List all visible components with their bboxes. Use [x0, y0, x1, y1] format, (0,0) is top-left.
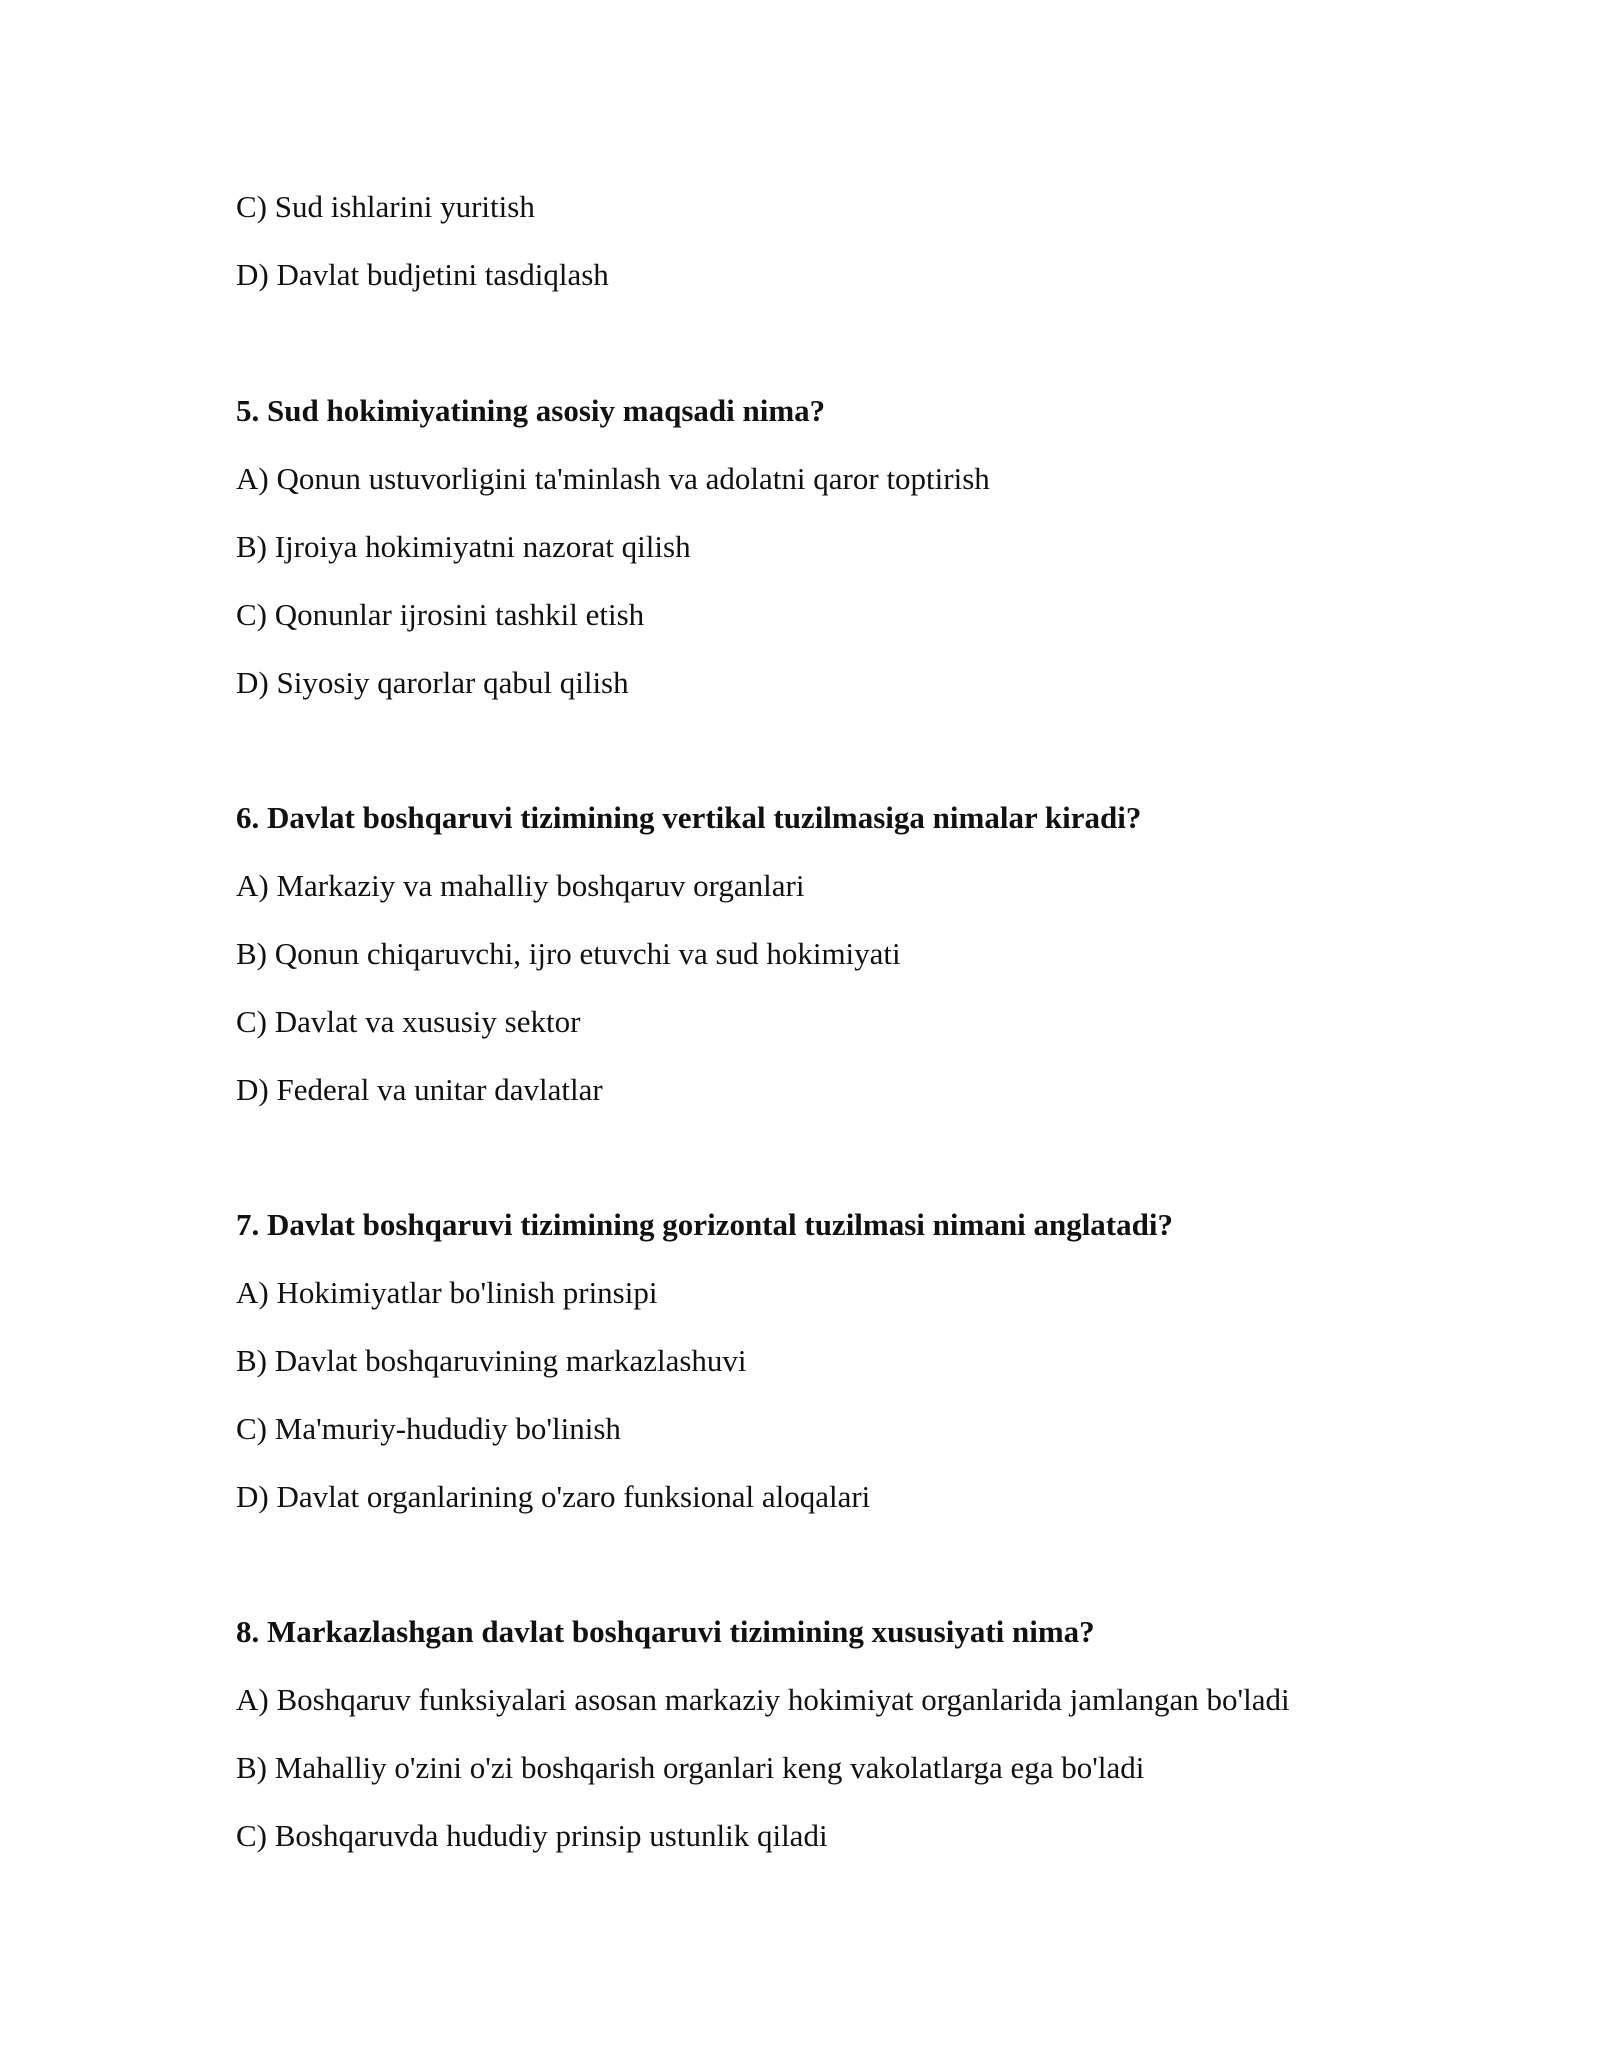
question-heading: 6. Davlat boshqaruvi tizimining vertikal tuzilmasiga nimalar kiradi? [236, 800, 1142, 835]
answer-option: A) Markaziy va mahalliy boshqaruv organlari [236, 868, 805, 903]
question-heading: 5. Sud hokimiyatining asosiy maqsadi nima? [236, 393, 826, 428]
question-heading: 8. Markazlashgan davlat boshqaruvi tizimining xususiyati nima? [236, 1614, 1095, 1649]
answer-option: C) Boshqaruvda hududiy prinsip ustunlik qiladi [236, 1818, 828, 1853]
answer-option: D) Federal va unitar davlatlar [236, 1072, 603, 1107]
answer-option: D) Siyosiy qarorlar qabul qilish [236, 665, 629, 700]
answer-option: B) Ijroiya hokimiyatni nazorat qilish [236, 529, 691, 564]
answer-option: C) Ma'muriy-hududiy bo'linish [236, 1411, 621, 1446]
answer-option: B) Davlat boshqaruvining markazlashuvi [236, 1343, 747, 1378]
answer-option: D) Davlat budjetini tasdiqlash [236, 257, 609, 292]
answer-option: A) Boshqaruv funksiyalari asosan markaziy hokimiyat organlarida jamlangan bo'ladi [236, 1682, 1290, 1717]
answer-option: C) Davlat va xususiy sektor [236, 1004, 581, 1039]
answer-option: B) Mahalliy o'zini o'zi boshqarish organlari keng vakolatlarga ega bo'ladi [236, 1750, 1145, 1785]
answer-option: A) Hokimiyatlar bo'linish prinsipi [236, 1275, 658, 1310]
answer-option: B) Qonun chiqaruvchi, ijro etuvchi va sud hokimiyati [236, 936, 901, 971]
answer-option: A) Qonun ustuvorligini ta'minlash va adolatni qaror toptirish [236, 461, 990, 496]
question-heading: 7. Davlat boshqaruvi tizimining gorizontal tuzilmasi nimani anglatadi? [236, 1207, 1173, 1242]
answer-option: D) Davlat organlarining o'zaro funksional aloqalari [236, 1479, 871, 1514]
answer-option: C) Qonunlar ijrosini tashkil etish [236, 597, 645, 632]
answer-option: C) Sud ishlarini yuritish [236, 189, 535, 224]
